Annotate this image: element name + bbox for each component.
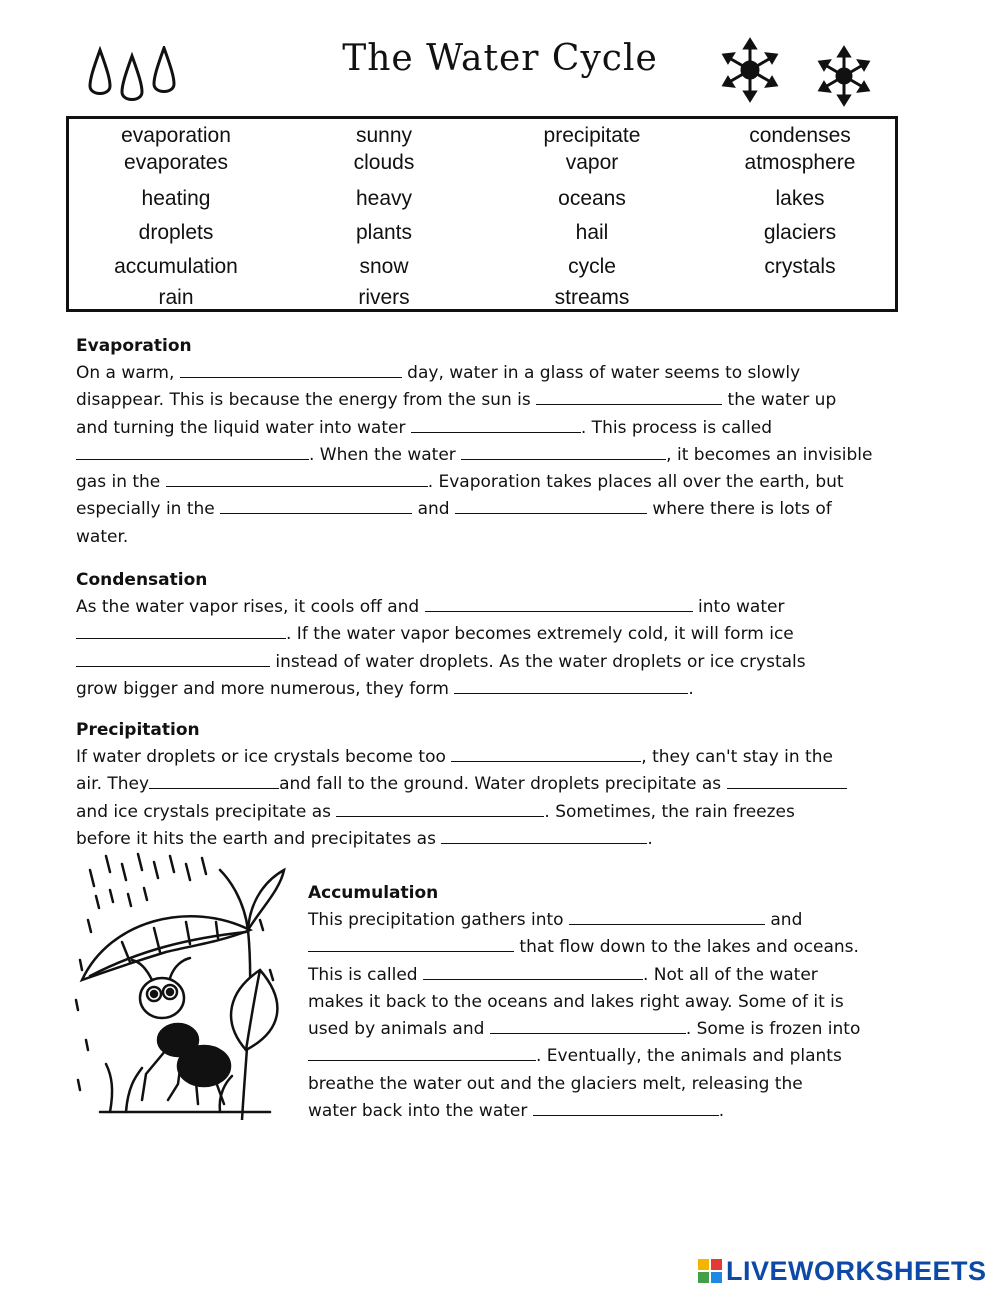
section-heading: Condensation xyxy=(76,570,208,590)
word-bank-row xyxy=(69,121,895,151)
answer-blank[interactable] xyxy=(220,512,412,514)
word-bank-word: glaciers xyxy=(763,221,837,244)
answer-blank[interactable] xyxy=(490,1032,686,1034)
answer-blank[interactable] xyxy=(166,485,428,487)
word-bank xyxy=(66,116,898,312)
water-drop-icon xyxy=(154,48,174,92)
text-line: This precipitation gathers into and xyxy=(308,910,803,930)
word-bank-word: condenses xyxy=(749,124,851,147)
text-line: If water droplets or ice crystals become too , they can't stay in the xyxy=(76,747,833,767)
text-line: . If the water vapor becomes extremely cold, it will form ice xyxy=(76,621,806,648)
word-bank-word: heavy xyxy=(355,187,413,210)
text-line: water. xyxy=(76,526,129,547)
word-bank-word: vapor xyxy=(565,151,619,174)
section-accumulation xyxy=(308,880,860,1125)
text-line: . Eventually, the animals and plants xyxy=(308,1043,860,1070)
text-line: instead of water droplets. As the water droplets or ice crystals xyxy=(76,649,806,676)
liveworksheets-logo xyxy=(698,1256,987,1286)
text-line: and ice crystals precipitate as . Sometimes, the rain freezes xyxy=(76,801,795,822)
word-bank-word: evaporation xyxy=(121,124,231,147)
grass xyxy=(106,1064,112,1112)
text-line: On a warm, day, water in a glass of water seems to slowly xyxy=(76,363,801,383)
word-bank-word: cycle xyxy=(568,255,616,278)
answer-blank[interactable] xyxy=(411,431,581,433)
answer-blank[interactable] xyxy=(441,842,647,844)
answer-blank[interactable] xyxy=(180,376,402,378)
answer-blank[interactable] xyxy=(727,787,847,789)
text-line: water back into the water . xyxy=(308,1101,725,1122)
answer-blank[interactable] xyxy=(76,665,270,667)
word-bank-row xyxy=(69,184,895,214)
word-bank-word: atmosphere xyxy=(744,151,856,174)
word-bank-word: evaporates xyxy=(124,151,228,174)
answer-blank[interactable] xyxy=(336,815,544,817)
text-line: especially in the and where there is lots of xyxy=(76,499,832,520)
page-title: The Water Cycle xyxy=(342,38,658,79)
logo-blocks-icon xyxy=(698,1259,722,1283)
answer-blank[interactable] xyxy=(569,923,765,925)
section-precipitation xyxy=(76,717,847,853)
section-heading: Accumulation xyxy=(308,883,439,903)
word-bank-word: lakes xyxy=(775,187,825,210)
section-evaporation xyxy=(76,333,872,551)
word-bank-word: plants xyxy=(355,221,413,244)
leaf-umbrella xyxy=(82,916,250,980)
section-condensation xyxy=(76,567,806,703)
answer-blank[interactable] xyxy=(308,1059,536,1061)
logo-text: LIVEWORKSHEETS xyxy=(726,1255,987,1286)
word-bank-word: rain xyxy=(158,286,194,309)
answer-blank[interactable] xyxy=(149,787,279,789)
water-drop-icon xyxy=(90,50,110,94)
text-line: that flow down to the lakes and oceans. xyxy=(308,934,860,961)
answer-blank[interactable] xyxy=(536,403,722,405)
text-line: disappear. This is because the energy from the sun is the water up xyxy=(76,390,837,411)
answer-blank[interactable] xyxy=(308,950,514,952)
answer-blank[interactable] xyxy=(533,1114,719,1116)
text-line: makes it back to the oceans and lakes right away. Some of it is xyxy=(308,991,844,1012)
text-line: before it hits the earth and precipitates as . xyxy=(76,828,653,849)
text-line: As the water vapor rises, it cools off and into water xyxy=(76,597,785,617)
snowflake-icon xyxy=(724,40,776,100)
answer-blank[interactable] xyxy=(451,760,641,762)
word-bank-word: streams xyxy=(554,286,630,309)
section-heading: Evaporation xyxy=(76,336,192,356)
word-bank-word: precipitate xyxy=(543,124,641,147)
word-bank-word: hail xyxy=(575,221,609,244)
snowflake-icon xyxy=(820,48,868,104)
text-line: gas in the . Evaporation takes places all over the earth, but xyxy=(76,472,844,493)
word-bank-word: clouds xyxy=(353,151,415,174)
text-line: This is called . Not all of the water xyxy=(308,964,818,985)
answer-blank[interactable] xyxy=(423,978,643,980)
plant-leaf xyxy=(231,970,277,1050)
text-line: breathe the water out and the glaciers melt, releasing the xyxy=(308,1073,803,1094)
answer-blank[interactable] xyxy=(461,458,666,460)
word-bank-word: accumulation xyxy=(114,255,238,278)
text-line: air. They and fall to the ground. Water droplets precipitate as xyxy=(76,771,847,798)
answer-blank[interactable] xyxy=(76,637,286,639)
text-line: grow bigger and more numerous, they form . xyxy=(76,678,694,699)
ant-rain-illustration xyxy=(70,850,300,1120)
text-line: used by animals and . Some is frozen into xyxy=(308,1019,861,1040)
answer-blank[interactable] xyxy=(76,458,309,460)
answer-blank[interactable] xyxy=(454,692,688,694)
water-drops-decoration xyxy=(88,46,188,106)
word-bank-word: snow xyxy=(359,255,409,278)
snowflakes-decoration xyxy=(716,36,886,108)
word-bank-word: crystals xyxy=(764,255,836,278)
answer-blank[interactable] xyxy=(425,610,693,612)
word-bank-word: heating xyxy=(141,187,211,210)
answer-blank[interactable] xyxy=(455,512,647,514)
word-bank-word: rivers xyxy=(358,286,410,309)
ant-head xyxy=(140,978,184,1018)
word-bank-row xyxy=(69,218,895,248)
word-bank-word: droplets xyxy=(138,221,214,244)
word-bank-row xyxy=(69,252,895,282)
text-line: . When the water , it becomes an invisible xyxy=(76,442,872,469)
word-bank-row xyxy=(69,283,895,313)
word-bank-row xyxy=(69,148,895,178)
word-bank-word: oceans xyxy=(558,187,626,210)
section-heading: Precipitation xyxy=(76,720,200,740)
text-line: and turning the liquid water into water . This process is called xyxy=(76,417,773,438)
water-drop-icon xyxy=(122,56,142,100)
word-bank-word: sunny xyxy=(355,124,413,147)
